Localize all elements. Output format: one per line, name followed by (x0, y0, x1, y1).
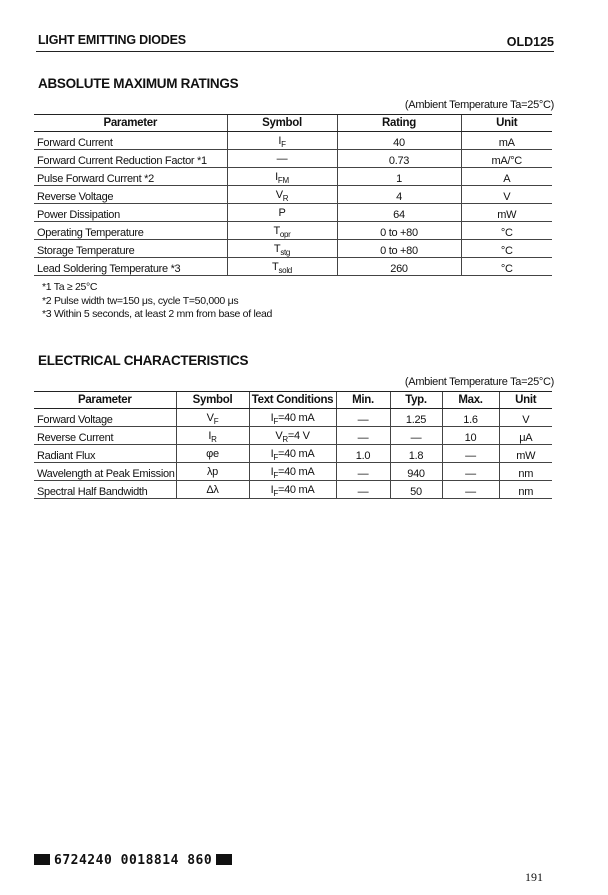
ec-max-cell-text: 1.6 (463, 414, 478, 426)
ec-min-cell (336, 427, 390, 445)
barcode-digits: 6724240 0018814 860 (54, 853, 213, 868)
ec-row (34, 427, 552, 445)
ec-condition-value: =40 mA (277, 447, 315, 460)
amr-rating-cell (337, 240, 461, 258)
ec-parameter-cell-text: Wavelength at Peak Emission (37, 468, 175, 480)
amr-parameter-cell-text: Lead Soldering Temperature *3 (37, 263, 181, 275)
ec-parameter-cell (34, 481, 176, 499)
ec-condition-value: =40 mA (277, 483, 315, 496)
ec-symbol-cell-text: I (208, 429, 212, 442)
amr-parameter-cell (34, 132, 227, 150)
amr-parameter-cell (34, 222, 227, 240)
electrical-characteristics-table (34, 391, 552, 499)
amr-symbol-cell (227, 258, 337, 276)
amr-symbol-cell-subscript: F (281, 140, 286, 149)
ec-parameter-cell (34, 445, 176, 463)
ec-symbol-cell-subscript: R (211, 435, 217, 444)
ec-unit-cell (499, 463, 552, 481)
ec-row (34, 463, 552, 481)
amr-symbol-cell-text: P (278, 206, 286, 219)
amr-symbol-cell-text: T (273, 242, 281, 255)
ec-min-cell (336, 445, 390, 463)
ec-condition-cell (249, 409, 336, 427)
ec-row (34, 481, 552, 499)
amr-parameter-cell (34, 150, 227, 168)
amr-symbol-cell (227, 150, 337, 168)
ec-max-cell (442, 427, 499, 445)
amr-symbol-cell-subscript: stg (280, 248, 291, 257)
ec-symbol-cell (176, 445, 249, 463)
ec-parameter-cell-text: Radiant Flux (37, 450, 96, 462)
amr-row (34, 132, 552, 150)
ec-row (34, 445, 552, 463)
amr-parameter-cell-text: Pulse Forward Current *2 (37, 173, 154, 185)
amr-col-unit: Unit (461, 115, 552, 132)
ec-symbol-cell (176, 481, 249, 499)
ec-symbol-cell-text: V (206, 411, 214, 424)
absolute-maximum-ratings-table (34, 114, 552, 276)
amr-symbol-cell-text: V (275, 188, 283, 201)
ec-condition-value: =40 mA (277, 465, 315, 478)
amr-row (34, 150, 552, 168)
amr-symbol-cell-text: I (278, 134, 282, 147)
amr-rating-cell (337, 168, 461, 186)
ec-condition-value: =40 mA (277, 411, 315, 424)
amr-footnotes (42, 281, 272, 322)
amr-parameter-cell-text: Power Dissipation (37, 209, 120, 221)
ec-typ-cell-text: 50 (410, 486, 422, 498)
amr-symbol-cell (227, 240, 337, 258)
ec-condition-cell-text: I (270, 447, 274, 460)
ec-symbol-cell (176, 409, 249, 427)
ec-condition-value: =4 V (287, 429, 310, 442)
ec-min-cell-text: — (357, 486, 369, 498)
amr-parameter-cell (34, 168, 227, 186)
amr-unit-cell-text: mW (497, 209, 517, 221)
amr-row (34, 186, 552, 204)
amr-rating-cell (337, 222, 461, 240)
ec-unit-cell (499, 409, 552, 427)
ec-col-unit: Unit (499, 392, 552, 409)
ec-header-row (34, 392, 552, 409)
amr-col-symbol: Symbol (227, 115, 337, 132)
ec-condition-cell-text: V (275, 429, 283, 442)
ec-parameter-cell-text: Reverse Current (37, 432, 114, 444)
ec-row (34, 409, 552, 427)
amr-unit-cell (461, 240, 552, 258)
ec-min-cell (336, 481, 390, 499)
amr-rating-cell-text: 40 (393, 137, 405, 149)
ec-unit-cell-text: mW (516, 450, 536, 462)
amr-symbol-cell-subscript: sold (278, 266, 292, 275)
ec-unit-cell (499, 445, 552, 463)
amr-unit-cell-text: °C (500, 245, 513, 257)
ec-typ-cell-text: 1.8 (408, 450, 424, 462)
ec-condition-cell-text: I (270, 483, 274, 496)
amr-parameter-cell-text: Forward Current (37, 137, 113, 149)
ec-condition-cell-subscript: F (273, 453, 278, 462)
amr-rating-cell (337, 258, 461, 276)
ec-max-cell-text: — (465, 450, 476, 462)
amr-parameter-cell (34, 240, 227, 258)
page-number: 191 (525, 870, 543, 884)
amr-unit-cell-text: mA (498, 137, 515, 149)
amr-rating-cell-text: 4 (396, 191, 402, 203)
amr-parameter-cell-text: Reverse Voltage (37, 191, 114, 203)
ec-typ-cell (390, 481, 442, 499)
amr-rating-cell (337, 204, 461, 222)
amr-rating-cell-text: 260 (390, 263, 408, 275)
ec-unit-cell (499, 481, 552, 499)
amr-unit-cell-text: °C (500, 263, 513, 275)
ec-condition-cell (249, 427, 336, 445)
amr-unit-cell-text: mA/°C (491, 155, 522, 167)
ec-col-symbol: Symbol (176, 392, 249, 409)
amr-rating-cell (337, 132, 461, 150)
ec-min-cell-text: — (357, 432, 369, 444)
ec-parameter-cell-text: Spectral Half Bandwidth (37, 486, 148, 498)
amr-rating-cell (337, 150, 461, 168)
ec-symbol-cell-text: φe (206, 447, 219, 460)
amr-rating-cell-text: 0 to +80 (380, 245, 418, 257)
amr-parameter-cell (34, 258, 227, 276)
amr-col-parameter: Parameter (34, 115, 227, 132)
ec-col-max: Max. (442, 392, 499, 409)
ec-symbol-cell-subscript: F (213, 417, 219, 426)
amr-unit-cell (461, 186, 552, 204)
ec-symbol-cell-text: λp (206, 465, 219, 478)
amr-col-rating: Rating (337, 115, 461, 132)
ec-unit-cell-text: μA (519, 432, 533, 444)
amr-parameter-cell (34, 204, 227, 222)
part-number: OLD125 (506, 35, 554, 49)
amr-unit-cell-text: A (503, 173, 511, 185)
ec-min-cell-text: 1.0 (355, 450, 371, 462)
amr-unit-cell (461, 258, 552, 276)
ec-unit-cell-text: nm (518, 468, 534, 480)
footnote-1: *1 Ta ≥ 25°C (42, 281, 98, 293)
ec-col-typ: Typ. (390, 392, 442, 409)
amr-symbol-cell (227, 186, 337, 204)
ec-max-cell (442, 409, 499, 427)
amr-rating-cell-text: 0.73 (388, 155, 410, 167)
ec-condition-cell (249, 481, 336, 499)
amr-symbol-cell-text: T (273, 224, 280, 237)
amr-unit-cell-text: V (503, 191, 511, 203)
ec-min-cell (336, 463, 390, 481)
amr-symbol-cell (227, 204, 337, 222)
ec-max-cell-text: 10 (464, 432, 477, 444)
ec-condition-cell-subscript: F (273, 471, 278, 480)
barcode-block-left (34, 854, 50, 865)
ec-min-cell (336, 409, 390, 427)
amr-header-row (34, 115, 552, 132)
ec-max-cell (442, 481, 499, 499)
ec-max-cell (442, 445, 499, 463)
barcode-strip (30, 853, 236, 868)
amr-symbol-cell-subscript: opr (279, 230, 291, 239)
ec-symbol-cell (176, 463, 249, 481)
ec-max-cell (442, 463, 499, 481)
ec-condition-cell-text: I (270, 411, 274, 424)
ec-typ-cell (390, 427, 442, 445)
ec-section-title: ELECTRICAL CHARACTERISTICS (38, 353, 249, 368)
amr-unit-cell (461, 150, 552, 168)
ec-min-cell-text: — (357, 468, 369, 480)
ec-typ-cell-text: 940 (407, 468, 425, 480)
ec-col-parameter: Parameter (34, 392, 176, 409)
amr-unit-cell (461, 222, 552, 240)
amr-symbol-cell (227, 132, 337, 150)
ec-condition-cell-subscript: F (273, 489, 278, 498)
ec-min-cell-text: — (357, 414, 369, 426)
amr-row (34, 204, 552, 222)
ec-parameter-cell-text: Forward Voltage (37, 414, 113, 426)
amr-row (34, 240, 552, 258)
ec-max-cell-text: — (465, 468, 476, 480)
amr-row (34, 258, 552, 276)
ec-unit-cell (499, 427, 552, 445)
amr-symbol-cell-text: T (272, 260, 279, 273)
ec-typ-cell (390, 409, 442, 427)
amr-row (34, 222, 552, 240)
amr-unit-cell (461, 168, 552, 186)
ec-typ-cell-text: — (410, 432, 422, 444)
amr-symbol-cell-subscript: FM (277, 176, 289, 185)
amr-rating-cell-text: 64 (393, 209, 405, 221)
ec-typ-cell (390, 463, 442, 481)
ec-symbol-cell (176, 427, 249, 445)
ec-symbol-cell-text: Δλ (206, 483, 219, 496)
ec-unit-cell-text: nm (518, 486, 534, 498)
header-rule (36, 51, 554, 52)
amr-rating-cell-text: 1 (396, 173, 402, 185)
amr-parameter-cell-text: Forward Current Reduction Factor *1 (37, 155, 207, 167)
ec-col-conditions: Text Conditions (249, 392, 336, 409)
footnote-2: *2 Pulse width tw=150 μs, cycle T=50,000 μs (42, 294, 239, 307)
amr-parameter-cell-text: Operating Temperature (37, 227, 144, 239)
ec-condition-cell-subscript: R (282, 435, 288, 444)
amr-rating-cell (337, 186, 461, 204)
ec-condition-cell (249, 463, 336, 481)
ec-parameter-cell (34, 427, 176, 445)
ec-typ-cell (390, 445, 442, 463)
footnote-3: *3 Within 5 seconds, at least 2 mm from base of lead (42, 308, 273, 320)
amr-rating-cell-text: 0 to +80 (380, 227, 418, 239)
ec-parameter-cell (34, 463, 176, 481)
ec-max-cell-text: — (465, 486, 476, 498)
ec-typ-cell-text: 1.25 (405, 414, 427, 426)
amr-parameter-cell (34, 186, 227, 204)
ec-condition-cell-subscript: F (273, 417, 278, 426)
amr-unit-cell (461, 204, 552, 222)
amr-symbol-cell (227, 168, 337, 186)
ec-condition-cell-text: I (270, 465, 274, 478)
document-category-title: LIGHT EMITTING DIODES (38, 33, 186, 47)
amr-ambient-note: (Ambient Temperature Ta=25°C) (404, 99, 554, 111)
ec-condition-cell (249, 445, 336, 463)
ec-col-min: Min. (336, 392, 390, 409)
barcode-block-right (216, 854, 232, 865)
amr-symbol-cell-text: — (276, 152, 288, 165)
ec-unit-cell-text: V (522, 414, 530, 426)
amr-unit-cell (461, 132, 552, 150)
amr-parameter-cell-text: Storage Temperature (37, 245, 135, 257)
amr-row (34, 168, 552, 186)
amr-section-title: ABSOLUTE MAXIMUM RATINGS (38, 76, 239, 91)
amr-symbol-cell (227, 222, 337, 240)
ec-ambient-note: (Ambient Temperature Ta=25°C) (404, 376, 554, 388)
amr-symbol-cell-text: I (275, 170, 278, 183)
amr-symbol-cell-subscript: R (282, 194, 289, 203)
amr-unit-cell-text: °C (500, 227, 513, 239)
ec-parameter-cell (34, 409, 176, 427)
